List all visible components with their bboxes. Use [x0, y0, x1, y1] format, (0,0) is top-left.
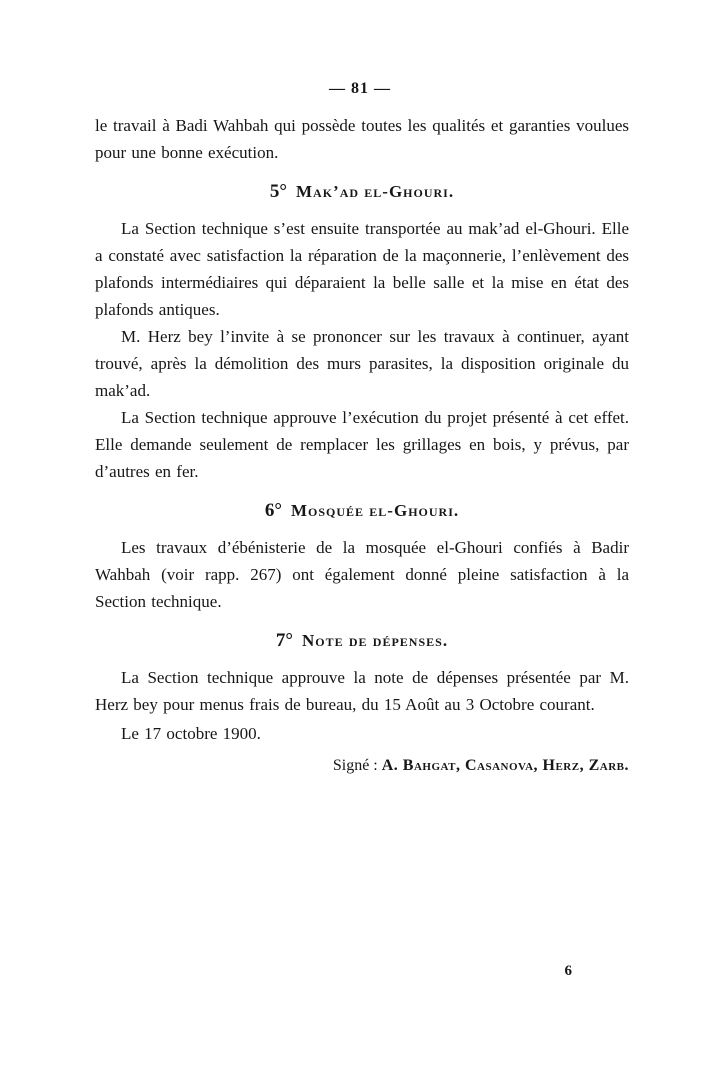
section-number: 5°	[269, 181, 287, 202]
section-heading-6	[95, 500, 629, 522]
paragraph: La Section technique s’est ensuite transportée au mak’ad el-Ghouri. Elle a constaté avec satisfaction la réparation de la maçonnerie, l’enlèvement des plafonds intermédiaires qui déparaient la belle salle et la mise en état des plafonds antiques.	[95, 219, 629, 319]
paragraph: La Section technique approuve l’exécution du projet présenté à cet effet. Elle demande seulement de remplacer les grillages en bois, y prévus, par d’autres en fer.	[95, 408, 629, 481]
paragraph: M. Herz bey l’invite à se prononcer sur les travaux à continuer, ayant trouvé, après la démolition des murs parasites, la disposition originale du mak’ad.	[95, 327, 629, 400]
paragraph: La Section technique approuve la note de dépenses présentée par M. Herz bey pour menus frais de bureau, du 15 Août au 3 Octobre courant.	[95, 668, 629, 714]
page-footer-number: 6	[564, 963, 572, 979]
signature-line	[95, 753, 629, 779]
paragraph: Les travaux d’ébénisterie de la mosquée el-Ghouri confiés à Badir Wahbah (voir rapp. 267) ont également donné pleine satisfaction à la Section technique.	[95, 538, 629, 611]
signature-names: A. Bahgat, Casanova, Herz, Zarb.	[381, 757, 629, 774]
signature-prefix: Signé :	[332, 757, 382, 774]
section-number: 7°	[275, 630, 294, 651]
section-title: Mosquée el-Ghouri.	[290, 501, 460, 520]
page-header-number: — 81 —	[329, 80, 391, 97]
section-heading-5	[95, 181, 629, 203]
section-title: Note de dépenses.	[302, 631, 449, 650]
intro-paragraph: le travail à Badi Wahbah qui possède toutes les qualités et garanties voulues pour une bonne exécution.	[95, 116, 629, 162]
date-line: Le 17 octobre 1900.	[121, 724, 261, 743]
section-number: 6°	[264, 500, 282, 521]
section-heading-7	[95, 630, 629, 652]
document-body	[95, 112, 629, 779]
section-title: Mak’ad el-Ghouri.	[296, 182, 455, 201]
